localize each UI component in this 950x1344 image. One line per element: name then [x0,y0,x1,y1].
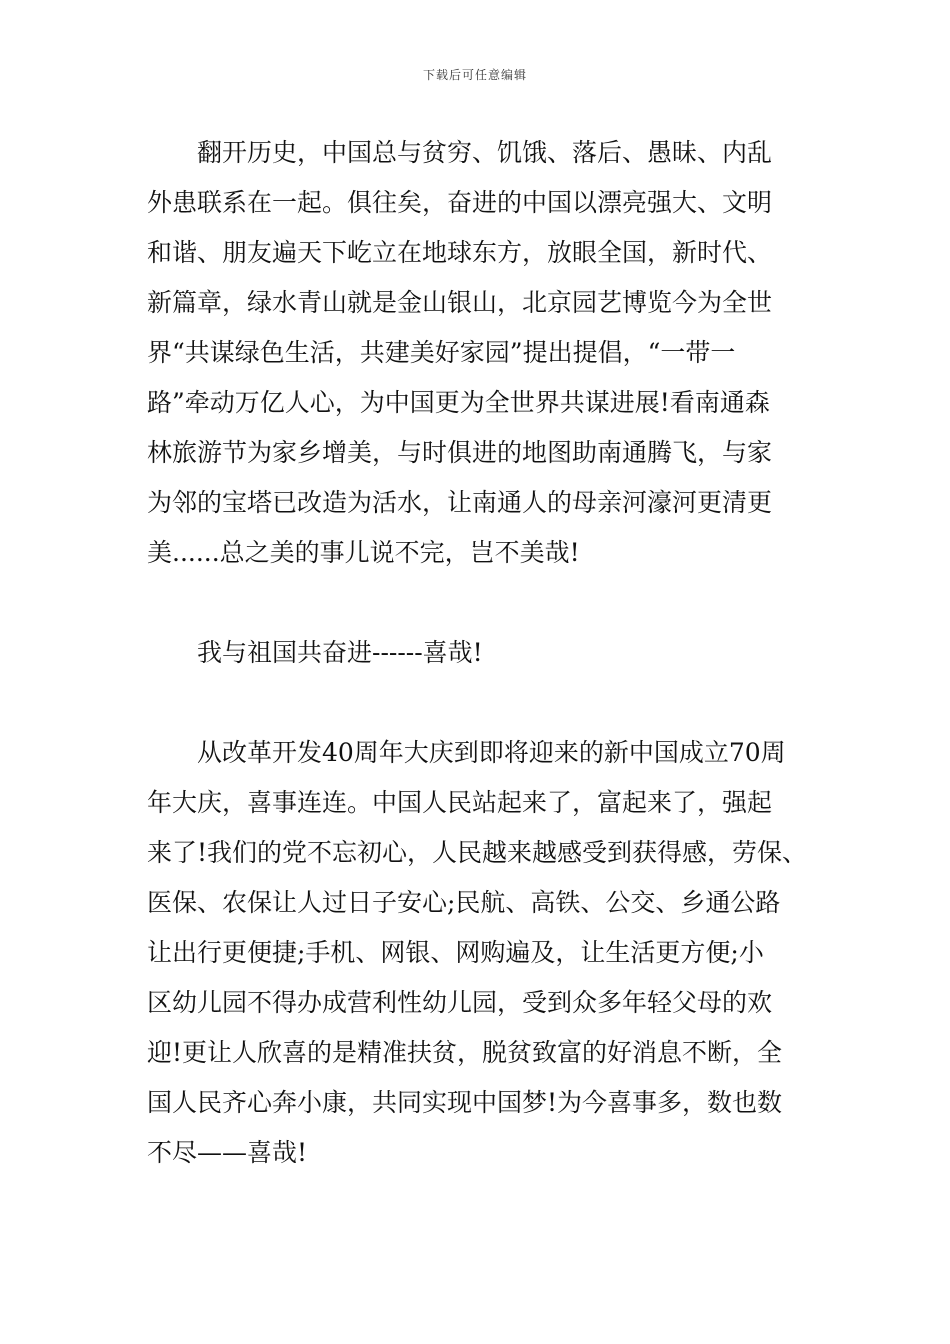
paragraph-line: 医保、农保让人过日子安心;民航、高铁、公交、乡通公路 [147,888,781,917]
paragraph-line: 来了!我们的党不忘初心，人民越来越感受到获得感，劳保、 [147,838,808,867]
paragraph-spacer [147,578,817,628]
document-body [147,128,817,1178]
heading-line: 我与祖国共奋进------喜哉! [197,638,483,667]
paragraph-line: 迎!更让人欣喜的是精准扶贫，脱贫致富的好消息不断，全 [147,1038,783,1067]
paragraph-line: 为邻的宝塔已改造为活水，让南通人的母亲河濠河更清更 [147,488,773,517]
paragraph-line: 新篇章，绿水青山就是金山银山，北京园艺博览今为全世 [147,288,773,317]
paragraph-line: 翻开历史，中国总与贫穷、饥饿、落后、愚昧、内乱 [197,138,773,167]
paragraph-line: 外患联系在一起。俱往矣，奋进的中国以漂亮强大、文明 [147,188,773,217]
paragraph-1 [147,128,817,578]
paragraph-line: 国人民齐心奔小康，共同实现中国梦!为今喜事多，数也数 [147,1088,783,1117]
paragraph-line: 林旅游节为家乡增美，与时俱进的地图助南通腾飞，与家 [147,438,773,467]
paragraph-line: 从改革开发40周年大庆到即将迎来的新中国成立70周 [197,738,786,767]
paragraph-line: 年大庆，喜事连连。中国人民站起来了，富起来了，强起 [147,788,773,817]
paragraph-line: 区幼儿园不得办成营利性幼儿园，受到众多年轻父母的欢 [147,988,773,1017]
paragraph-line: 美......总之美的事儿说不完，岂不美哉! [147,538,580,567]
paragraph-spacer [147,678,817,728]
paragraph-2 [147,728,817,1178]
section-heading [147,628,817,678]
paragraph-line: 路”牵动万亿人心，为中国更为全世界共谋进展!看南通森 [147,388,770,417]
page-header: 下载后可任意编辑 [422,68,527,82]
paragraph-line: 界“共谋绿色生活，共建美好家园”提出提倡，“一带一 [147,338,736,367]
paragraph-line: 不尽——喜哉! [147,1138,308,1167]
paragraph-line: 和谐、朋友遍天下屹立在地球东方，放眼全国，新时代、 [147,238,773,267]
paragraph-line: 让出行更便捷;手机、网银、网购遍及，让生活更方便;小 [147,938,764,967]
